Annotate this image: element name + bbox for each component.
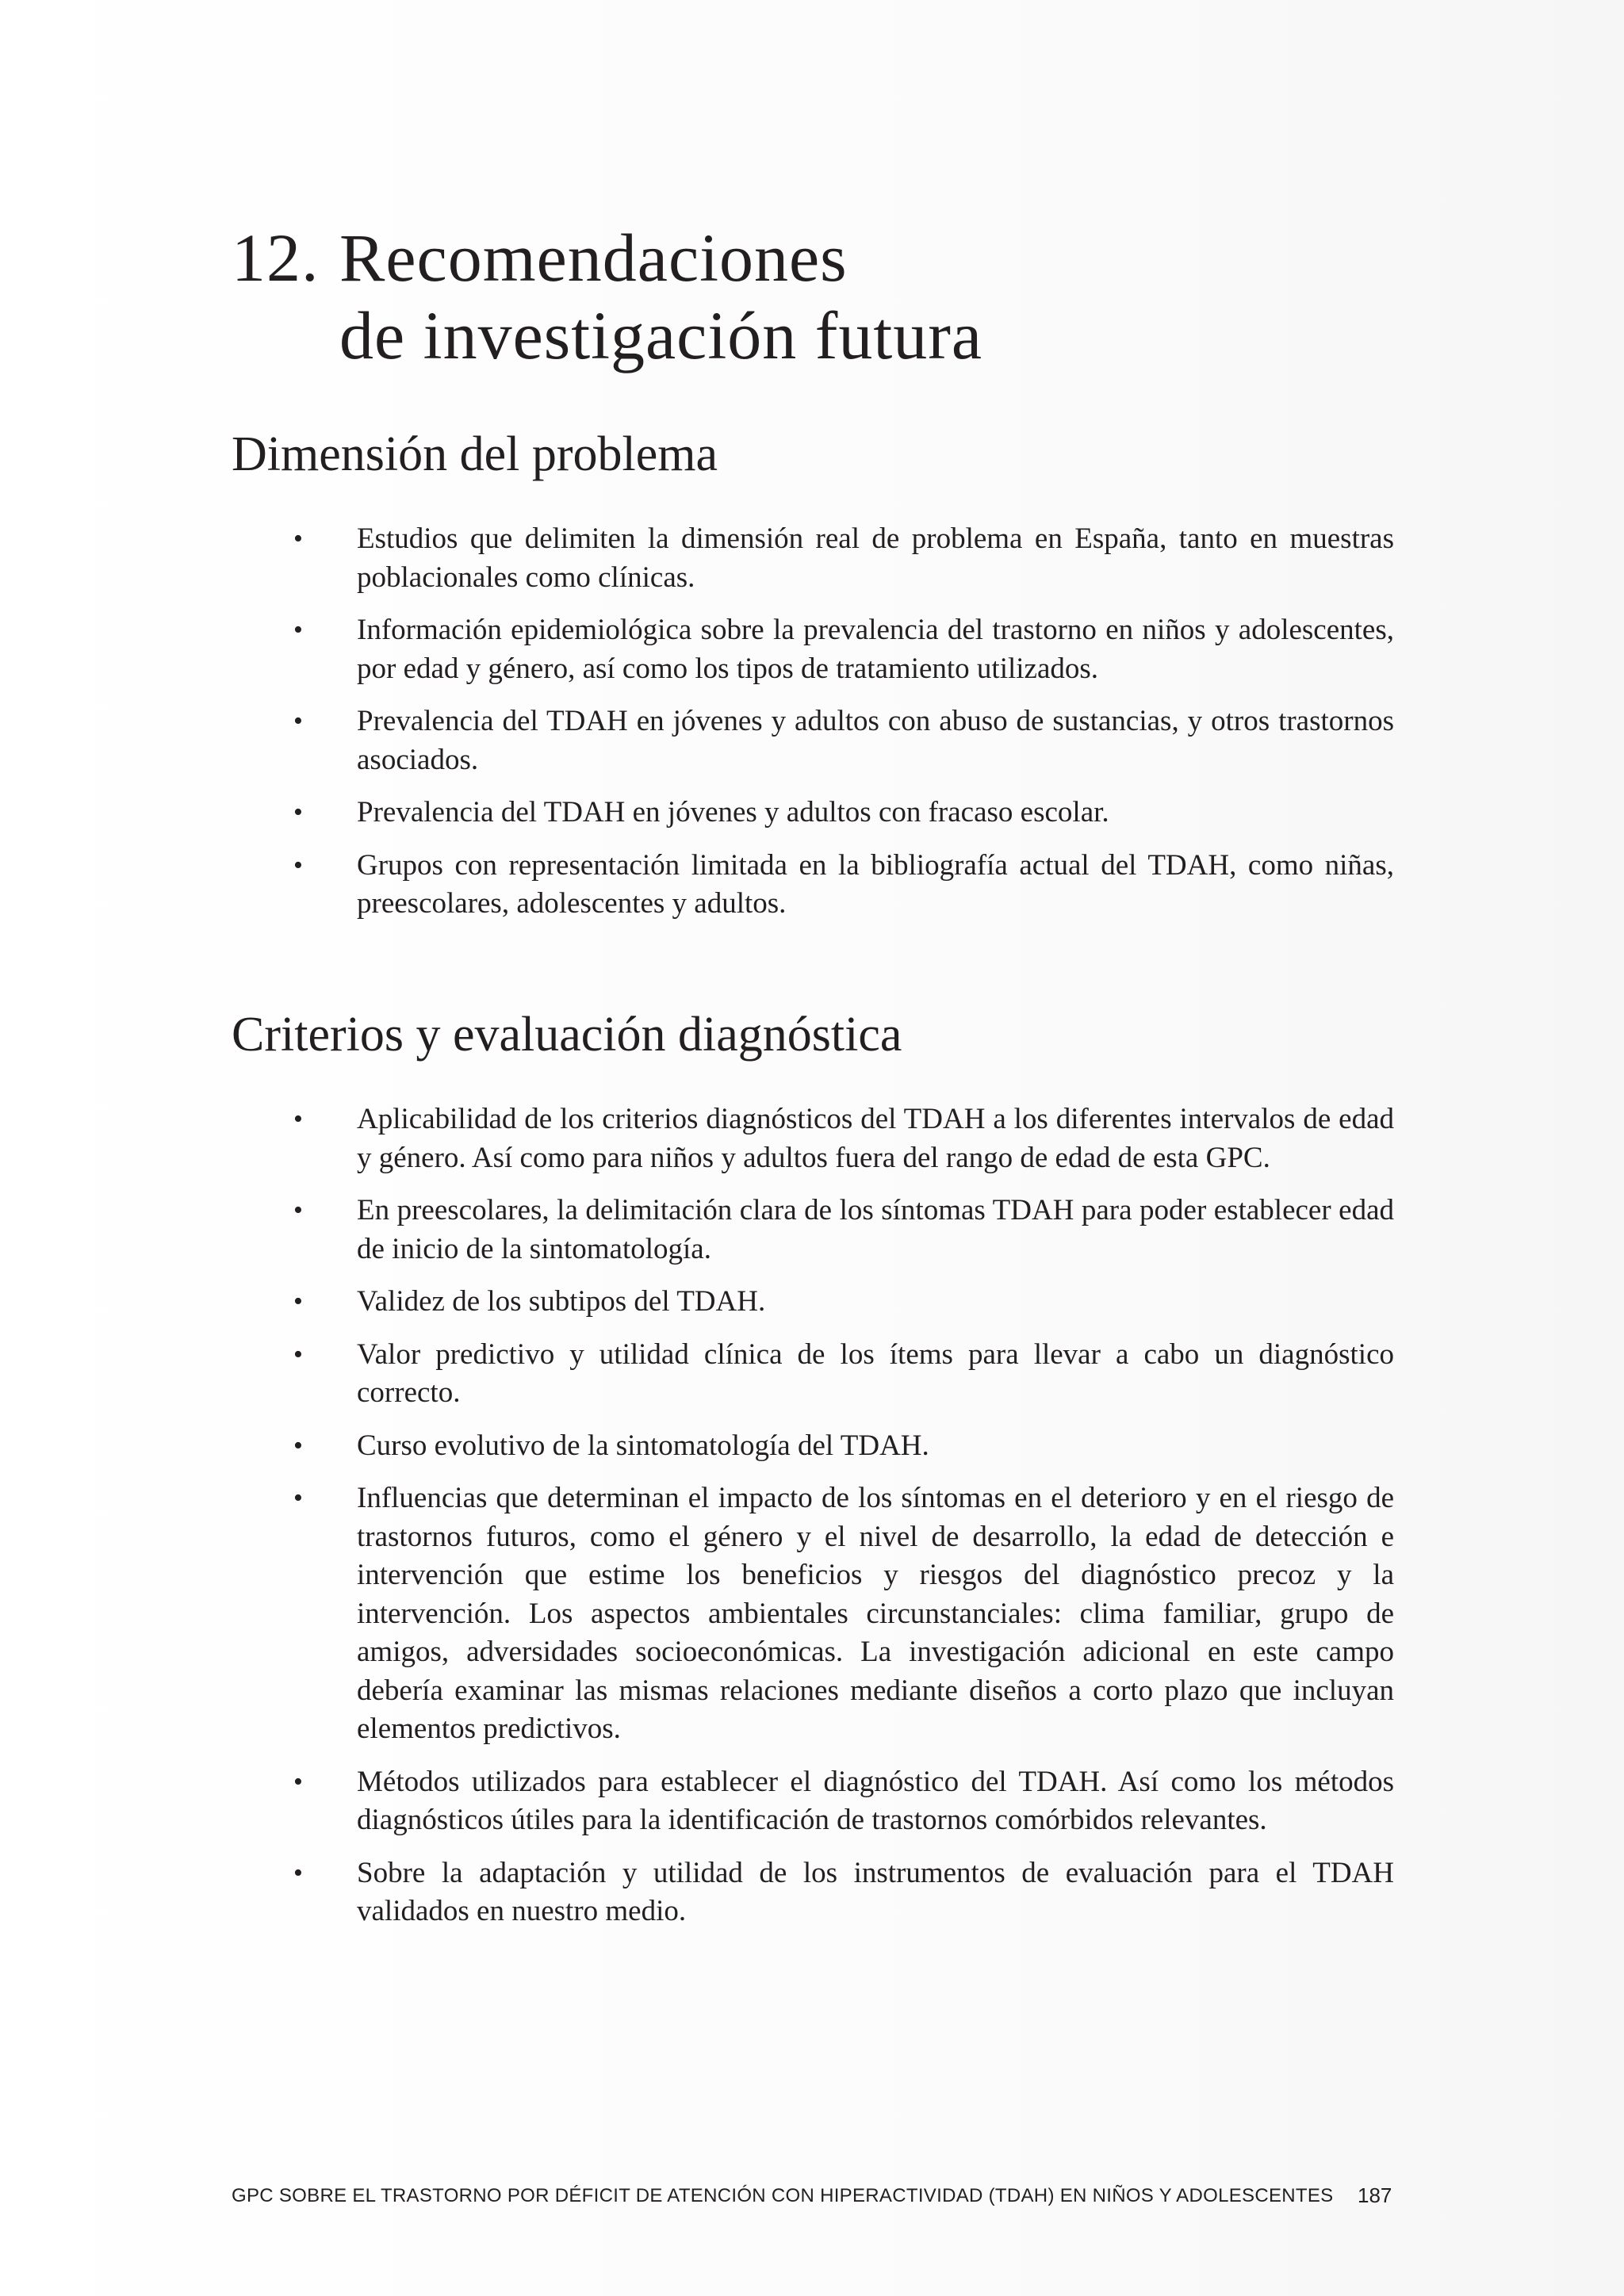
- criteria-list: [293, 1100, 1394, 1946]
- list-item-text: Grupos con representación limitada en la bibliografía actual del TDAH, como niñas, preescolares, adolescentes y adultos.: [357, 848, 1394, 920]
- footer-running-title: GPC SOBRE EL TRASTORNO POR DÉFICIT DE ATENCIÓN CON HIPERACTIVIDAD (TDAH) EN NIÑOS Y ADOLESCENTES: [232, 2185, 1334, 2206]
- chapter-title: [232, 219, 982, 374]
- chapter-title-line2: de investigación futura: [339, 297, 983, 373]
- list-item: [293, 520, 1394, 597]
- list-item-text: Influencias que determinan el impacto de los síntomas en el deterioro y en el riesgo de trastornos futuros, como el género y el nivel de desarrollo, la edad de detección e intervención que estime los beneficios y riesgos del diagnóstico precoz y la intervención. Los aspectos ambientales circunstanciales: clima familiar, grupo de amigos, adversidades socioeconómicas. La investigación adicional en este campo debería examinar las mismas relaciones mediante diseños a corto plazo que incluyan elementos predictivos.: [357, 1482, 1394, 1745]
- list-item-text: Valor predictivo y utilidad clínica de los ítems para llevar a cabo un diagnóstico correcto.: [357, 1337, 1394, 1409]
- bullet-icon: •: [293, 706, 303, 736]
- list-item-text: Estudios que delimiten la dimensión real de problema en España, tanto en muestras poblacionales como clínicas.: [357, 522, 1394, 594]
- list-item-text: Prevalencia del TDAH en jóvenes y adultos con fracaso escolar.: [357, 796, 1109, 828]
- list-item: [293, 1192, 1394, 1269]
- list-item: [293, 1854, 1394, 1931]
- section-heading-dimension: Dimensión del problema: [232, 427, 718, 481]
- bullet-icon: •: [293, 524, 303, 553]
- list-item-text: Sobre la adaptación y utilidad de los instrumentos de evaluación para el TDAH validados en nuestro medio.: [357, 1856, 1394, 1927]
- list-item: [293, 1100, 1394, 1177]
- list-item-text: Métodos utilizados para establecer el diagnóstico del TDAH. Así como los métodos diagnósticos útiles para la identificación de trastornos comórbidos relevantes.: [357, 1765, 1394, 1836]
- bullet-icon: •: [293, 1430, 303, 1460]
- bullet-icon: •: [293, 1287, 303, 1316]
- list-item: [293, 1283, 1394, 1322]
- list-item: [293, 1336, 1394, 1413]
- list-item-text: Validez de los subtipos del TDAH.: [357, 1285, 766, 1318]
- dimension-list: [293, 520, 1394, 938]
- bullet-icon: •: [293, 615, 303, 645]
- list-item: [293, 847, 1394, 924]
- section-heading-criteria: Criterios y evaluación diagnóstica: [232, 1008, 902, 1062]
- page-number: 187: [1358, 2183, 1392, 2207]
- list-item: [293, 1763, 1394, 1840]
- list-item-text: Información epidemiológica sobre la prevalencia del trastorno en niños y adolescentes, por edad y género, así como los tipos de tratamiento utilizados.: [357, 614, 1394, 685]
- list-item-text: Prevalencia del TDAH en jóvenes y adultos con abuso de sustancias, y otros trastornos asociados.: [357, 705, 1394, 776]
- list-item-text: Curso evolutivo de la sintomatología del TDAH.: [357, 1429, 929, 1462]
- bullet-icon: •: [293, 1104, 303, 1134]
- bullet-icon: •: [293, 1196, 303, 1225]
- bullet-icon: •: [293, 1483, 303, 1513]
- bullet-icon: •: [293, 1339, 303, 1369]
- list-item-text: En preescolares, la delimitación clara de los síntomas TDAH para poder establecer edad de inicio de la sintomatología.: [357, 1194, 1394, 1265]
- bullet-icon: •: [293, 798, 303, 827]
- list-item: [293, 702, 1394, 779]
- list-item: [293, 794, 1394, 832]
- bullet-icon: •: [293, 850, 303, 880]
- list-item: [293, 1427, 1394, 1466]
- bullet-icon: •: [293, 1766, 303, 1797]
- chapter-number: 12.: [232, 220, 320, 296]
- list-item: [293, 611, 1394, 688]
- list-item-text: Aplicabilidad de los criterios diagnósticos del TDAH a los diferentes intervalos de edad y género. Así como para niños y adultos fuera del rango de edad de esta GPC.: [357, 1103, 1394, 1174]
- bullet-icon: •: [293, 1858, 303, 1888]
- chapter-title-line1: Recomendaciones: [339, 220, 848, 296]
- list-item: [293, 1479, 1394, 1749]
